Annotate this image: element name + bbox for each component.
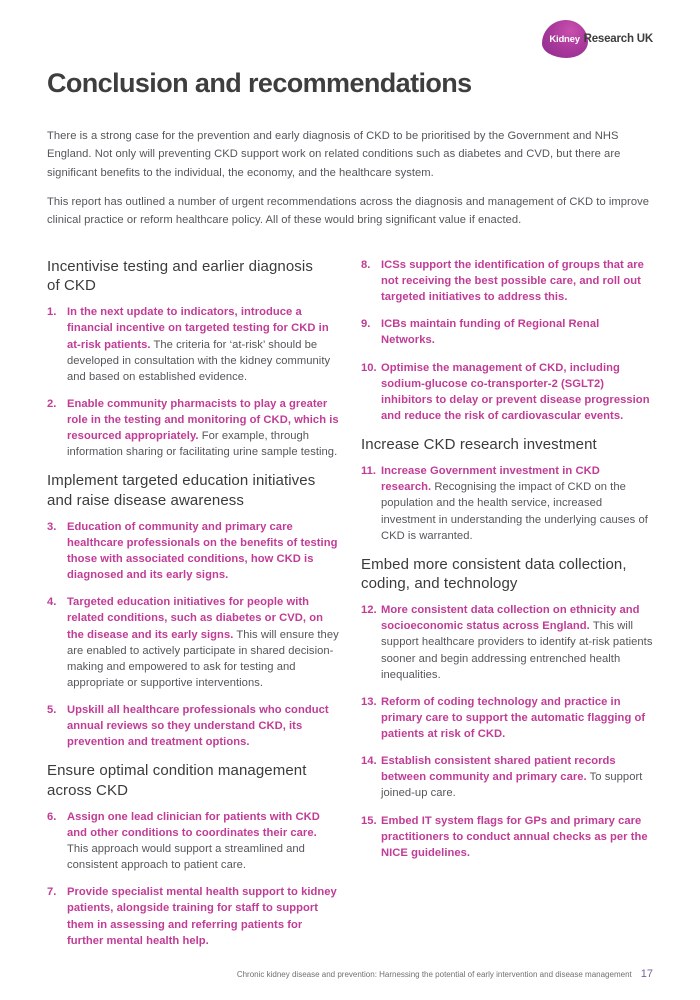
recommendation-item — [361, 602, 653, 683]
item-text: ICSs support the identification of groups that are not receiving the best possible care, and roll out targeted initiatives to address this. — [381, 258, 644, 304]
recommendation-item — [47, 594, 339, 691]
section-heading: Ensure optimal condition management across CKD — [47, 762, 307, 799]
item-number: 2. — [47, 397, 57, 410]
item-text: Establish consistent shared patient records between community and primary care. To support joined-up care. — [381, 755, 643, 800]
page-header — [47, 20, 653, 113]
item-number: 7. — [47, 886, 57, 899]
item-number: 9. — [361, 318, 371, 331]
item-text: Reform of coding technology and practice in primary care to support the automatic flagging of patients at risk of CKD. — [381, 695, 646, 741]
recommendation-item — [361, 813, 653, 861]
item-text: ICBs maintain funding of Regional Renal Networks. — [381, 318, 600, 347]
section-heading: Implement targeted education initiatives and raise disease awareness — [47, 472, 316, 509]
item-number: 15. — [361, 814, 377, 827]
item-text: Upskill all healthcare professionals who conduct annual reviews so they understand CKD, its prevention and treatment options. — [67, 704, 329, 749]
recommendation-item — [361, 360, 653, 425]
recommendation-item — [47, 884, 339, 949]
section-heading: Increase CKD research investment — [361, 436, 597, 454]
logo-org-text: Research UK — [583, 33, 653, 45]
item-text: Assign one lead clinician for patients with CKD and other conditions to coordinates their care. This approach would support a streamlined and consistent approach to patient care. — [67, 810, 320, 872]
item-text: Education of community and primary care healthcare professionals on the benefits of testing those with associated conditions, how CKD is diagnosed and its early signs. — [67, 520, 338, 582]
logo-mark-text: Kidney — [549, 33, 580, 45]
page-title: Conclusion and recommendations — [47, 68, 472, 98]
item-text: In the next update to indicators, introduce a financial incentive on targeted testing for CKD in at-risk patients. The criteria for ‘at-risk’ should be developed in consultation with the kidney community and based on established evidence. — [67, 306, 331, 383]
footer-report-title: Chronic kidney disease and prevention: Harnessing the potential of early intervention and disease management — [236, 969, 632, 979]
recommendation-item — [361, 316, 653, 348]
item-number: 4. — [47, 596, 57, 609]
right-column — [361, 255, 653, 960]
intro-paragraph: There is a strong case for the prevention and early diagnosis of CKD to be prioritised by the Government and NHS England. Not only will preventing CKD support work on related conditions such as diabetes and CVD, but there are significant benefits to the individual, the economy, and the healthcare system. — [47, 130, 621, 179]
intro-section — [47, 127, 659, 240]
section-heading: Incentivise testing and earlier diagnosis of CKD — [47, 257, 313, 295]
item-text: Targeted education initiatives for people with related conditions, such as diabetes or CVD, on the disease and its early signs. This will ensure they are enabled to actively participate in shared decision-making and empowered to ask for testing and appropriate or supportive interventions. — [67, 596, 339, 689]
item-text: Enable community pharmacists to play a greater role in the testing and monitoring of CKD, which is resourced appropriately. For example, through information sharing or facilitating urine sample testing. — [67, 397, 339, 459]
two-column-body — [47, 255, 653, 960]
item-number: 1. — [47, 306, 57, 319]
item-text: Embed IT system flags for GPs and primary care practitioners to conduct annual checks as per the NICE guidelines. — [381, 814, 648, 859]
item-text: Optimise the management of CKD, including sodium-glucose co-transporter-2 (SGLT2) inhibitors to delay or prevent disease progression and reduce the risk of cardiovascular events. — [381, 361, 650, 422]
item-number: 12. — [361, 604, 377, 617]
intro-paragraph: This report has outlined a number of urgent recommendations across the diagnosis and management of CKD to improve clinical practice or reform healthcare policy. All of these would bring significant value if enacted. — [47, 195, 650, 226]
item-number: 6. — [47, 810, 57, 823]
item-text: Increase Government investment in CKD research. Recognising the impact of CKD on the population and the health service, increased investment in understanding the underlying causes of CKD is warranted. — [381, 465, 648, 542]
recommendation-item — [47, 396, 339, 461]
item-number: 10. — [361, 361, 377, 374]
item-text: Provide specialist mental health support to kidney patients, alongside training for staff to support them in assessing and referring patients for further mental health help. — [67, 886, 337, 947]
item-number: 11. — [361, 465, 376, 478]
recommendation-item — [47, 519, 339, 584]
recommendation-item — [361, 257, 653, 305]
item-number: 13. — [361, 695, 377, 708]
section-heading: Embed more consistent data collection, coding, and technology — [361, 555, 627, 593]
recommendation-item — [361, 463, 653, 544]
recommendation-item — [47, 702, 339, 750]
page-number: 17 — [640, 967, 653, 980]
item-number: 14. — [361, 755, 377, 768]
item-text: More consistent data collection on ethnicity and socioeconomic status across England. This will support healthcare providers to identify at-risk patients sooner and begin addressing entrenched health inequalities. — [381, 604, 653, 681]
item-number: 3. — [47, 520, 57, 533]
kidney-research-uk-logo — [542, 20, 653, 58]
page-footer — [47, 960, 653, 1000]
item-number: 5. — [47, 704, 57, 717]
recommendation-item — [47, 809, 339, 874]
left-column — [47, 255, 339, 960]
kidney-bean-logo-icon — [542, 20, 588, 58]
item-number: 8. — [361, 258, 371, 271]
recommendation-item — [47, 304, 339, 385]
recommendation-item — [361, 694, 653, 742]
recommendation-item — [361, 753, 653, 801]
